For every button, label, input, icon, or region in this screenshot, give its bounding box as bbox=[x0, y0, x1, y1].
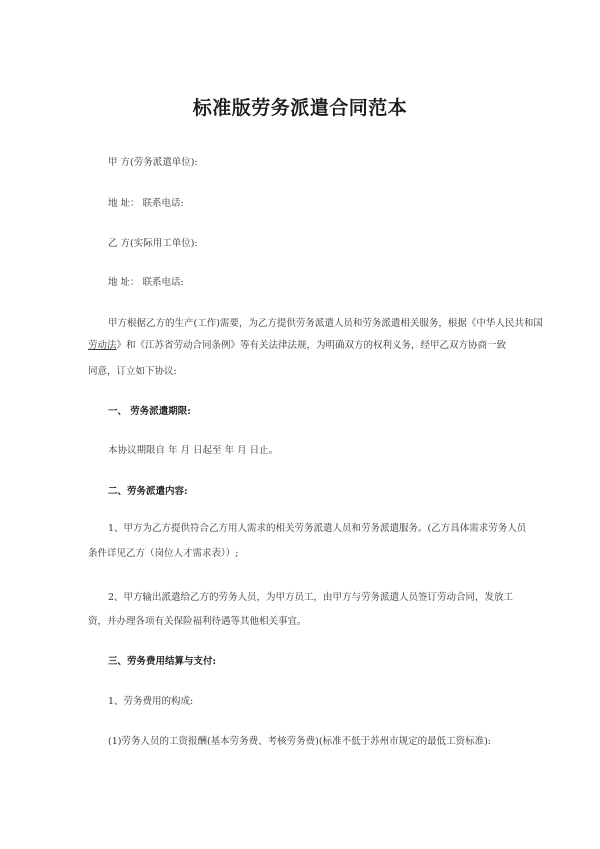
address-b-line: 地 址： 联系电话: bbox=[108, 277, 184, 288]
section-2-heading: 二、劳务派遣内容: bbox=[108, 486, 188, 497]
intro-line-1: 甲方根据乙方的生产(工作)需要，为乙方提供劳务派遣人员和劳务派遣相关服务，根据《中华人民共和国 bbox=[108, 318, 543, 329]
section-3-sub-1: (1)劳务人员的工资报酬(基本劳务费、考核劳务费)(标准不低于苏州市规定的最低工资标准): bbox=[108, 736, 491, 747]
section-3-heading: 三、劳务费用结算与支付: bbox=[108, 656, 217, 667]
address-a-line: 地 址： 联系电话: bbox=[108, 198, 184, 209]
intro-line-2-rest: 》和《江苏省劳动合同条例》等有关法律法规，为明确双方的权利义务，经甲乙双方协商一致 bbox=[116, 340, 507, 351]
section-3-item-1: 1、劳务费用的构成: bbox=[108, 696, 194, 707]
section-2-item-2-line-1: 2、甲方输出派遣给乙方的劳务人员，为甲方员工，由甲方与劳务派遣人员签订劳动合同，发放工 bbox=[108, 592, 514, 603]
intro-line-2 bbox=[88, 340, 506, 352]
party-b-line: 乙 方(实际用工单位): bbox=[108, 238, 198, 249]
intro-line-3: 同意，订立如下协议: bbox=[88, 366, 177, 377]
section-2-item-1-line-1: 1、甲方为乙方提供符合乙方用人需求的相关劳务派遣人员和劳务派遣服务。(乙方具体需求劳务人员 bbox=[108, 523, 527, 534]
labor-law-link[interactable]: 劳动法 bbox=[88, 340, 117, 351]
document-title: 标准版劳务派遣合同范本 bbox=[192, 97, 408, 119]
section-1-text: 本协议期限自 年 月 日起至 年 月 日止。 bbox=[108, 445, 279, 456]
section-2-item-2-line-2: 资，并办理各项有关保险福利待遇等其他相关事宜。 bbox=[88, 616, 307, 627]
section-1-heading: 一、 劳务派遣期限: bbox=[108, 406, 191, 417]
party-a-line: 甲 方(劳务派遣单位): bbox=[108, 157, 198, 168]
section-2-item-1-line-2: 条件详见乙方（岗位人才需求表））; bbox=[88, 548, 239, 559]
